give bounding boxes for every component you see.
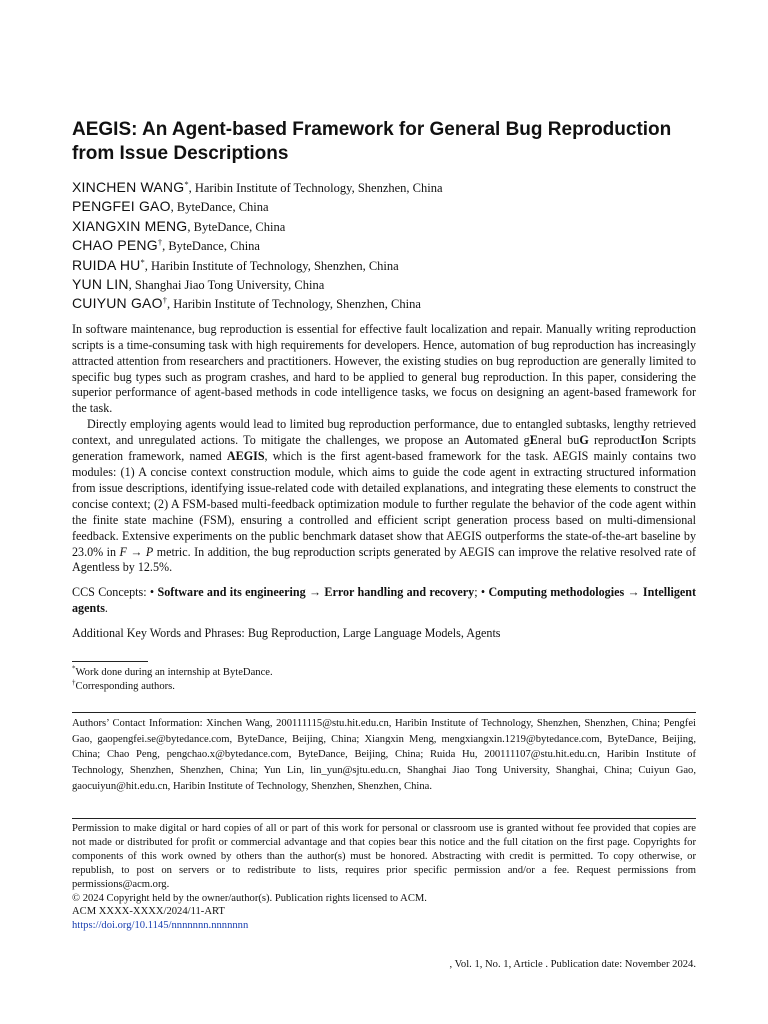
author-name: CUIYUN GAO bbox=[72, 295, 163, 312]
footnote-mark: † bbox=[72, 678, 76, 687]
contact-rule bbox=[72, 712, 696, 713]
author-line bbox=[72, 236, 696, 255]
author-name: PENGFEI GAO bbox=[72, 198, 171, 215]
ccs-concepts bbox=[72, 585, 696, 617]
footnote-text: Corresponding authors. bbox=[75, 681, 175, 693]
author-affiliation: , ByteDance, China bbox=[170, 200, 269, 215]
doi-link[interactable]: https://doi.org/10.1145/nnnnnnn.nnnnnnn bbox=[72, 920, 249, 932]
abstract-paragraph-2 bbox=[72, 417, 696, 576]
ccs-end: . bbox=[104, 601, 108, 616]
acronym-letter: S bbox=[662, 433, 670, 448]
author-name: CHAO PENG bbox=[72, 237, 158, 254]
author-affiliation: , Haribin Institute of Technology, Shenzhen, China bbox=[188, 181, 443, 195]
abstract-text: reproduct bbox=[588, 433, 641, 448]
footnote-text: Work done during an internship at ByteDance. bbox=[75, 667, 273, 678]
copyright-line: © 2024 Copyright held by the owner/author(s). Publication rights licensed to ACM. bbox=[72, 892, 427, 904]
acronym-letter: E bbox=[529, 433, 538, 448]
ccs-arrow: → bbox=[305, 585, 325, 600]
author-line bbox=[72, 217, 696, 236]
author-contact-info: Authors’ Contact Information: Xinchen Wang, 200111115@stu.hit.edu.cn, Haribin Institute of Technology, Shenzhen, Shenzhen, China; Pengfei Gao, gaopengfei.se@bytedance.com, ByteDance, Beijing, China; Xiangxin Meng, mengxiangxin.1219@bytedance.com, ByteDance, Beijing, China; Chao Peng, pengchao.x@bytedance.com, ByteDance, Beijing, China; Ruida Hu, 200111107@stu.hit.edu.cn, Haribin Institute of Technology, Shenzhen, Shenzhen, China; Yun Lin, lin_yun@sjtu.edu.cn, Shanghai Jiao Tong University, Shanghai, China; Cuiyun Gao, gaocuiyun@hit.edu.cn, Haribin Institute of Technology, Shenzhen, Shenzhen, China. bbox=[72, 718, 696, 792]
author-line bbox=[72, 256, 696, 275]
author-line bbox=[72, 178, 696, 197]
ccs-arrow: → bbox=[624, 585, 643, 600]
permission-notice: Permission to make digital or hard copies of all or part of this work for personal or classroom use is granted without fee provided that copies are not made or distributed for profit or commercial advantage and that copies bear this notice and the full citation on the first page. Copyrights for components of this work owned by others than the author(s) must be honored. Abstracting with credit is permitted. To copy otherwise, or republish, to post on servers or to redistribute to lists, requires prior specific permission and/or a fee. Request permissions from permissions@acm.org. bbox=[72, 823, 696, 890]
author-line bbox=[72, 197, 696, 216]
author-name: XINCHEN WANG bbox=[72, 179, 185, 195]
ccs-separator: ; • bbox=[474, 585, 489, 600]
author-affiliation: , Shanghai Jiao Tong University, China bbox=[128, 278, 325, 293]
running-footer: , Vol. 1, No. 1, Article . Publication date: November 2024. bbox=[449, 959, 696, 970]
footnotes bbox=[72, 666, 696, 694]
author-mark: * bbox=[184, 178, 189, 189]
footnote-rule bbox=[72, 661, 148, 662]
abstract-text: cripts generation framework, named bbox=[72, 433, 696, 464]
acronym-letter: A bbox=[464, 433, 474, 448]
metric-symbol: F bbox=[119, 544, 127, 559]
abstract bbox=[72, 322, 696, 577]
abstract-text: on bbox=[645, 433, 663, 448]
abstract-text: Directly employing agents would lead to limited bug reproduction performance, due to entangled subtasks, lengthy retrieved context, and unregulated actions. To mitigate the challenges, we propose an bbox=[72, 417, 696, 448]
ccs-label: CCS Concepts: • bbox=[72, 585, 158, 600]
author-affiliation: , Haribin Institute of Technology, Shenzhen, China bbox=[144, 258, 399, 273]
author-affiliation: , Haribin Institute of Technology, Shenzhen, China bbox=[166, 297, 421, 312]
acronym-letter: G bbox=[579, 433, 589, 448]
metric-arrow: → bbox=[126, 544, 146, 559]
author-mark: † bbox=[162, 295, 167, 306]
paper-title: AEGIS: An Agent-based Framework for General Bug Reproduction from Issue Descriptions bbox=[72, 119, 672, 164]
author-affiliation: , ByteDance, China bbox=[162, 239, 260, 254]
author-mark: † bbox=[157, 237, 163, 248]
footnote-mark: * bbox=[72, 664, 76, 673]
ccs-term: Computing methodologies bbox=[488, 585, 625, 600]
author-affiliation: , ByteDance, China bbox=[187, 219, 286, 234]
ccs-term: Intelligent agents bbox=[72, 585, 696, 616]
footnote bbox=[72, 680, 696, 694]
footnote bbox=[72, 666, 696, 680]
permission-block bbox=[72, 822, 696, 933]
ccs-term: Software and its engineering bbox=[157, 585, 306, 600]
metric-symbol: P bbox=[145, 544, 154, 559]
acronym-letter: I bbox=[640, 433, 646, 448]
abstract-paragraph-1: In software maintenance, bug reproduction is essential for effective fault localization and repair. Manually writing reproduction scripts is a time-consuming task with high requirements for developers. Hence, automation of bug reproduction has increasingly attracted attention from researchers and practitioners. However, the existing studies on bug reproduction are generally limited to specific bug types such as program crashes, and hard to be applied to general bug reproduction. In this paper, considering the superior performance of agent-based methods in code intelligence tasks, we focus on designing an agent-based framework for the task. bbox=[72, 321, 696, 416]
author-name: XIANGXIN MENG bbox=[72, 217, 188, 234]
abstract-text: , which is the first agent-based framework for the task. AEGIS mainly contains two modules: (1) A concise context construction module, which aims to guide the code agent in extracting structured information from issue descriptions, identifying issue-related code with detailed explanations, and integrating these elements to construct the concise context; (2) A FSM-based multi-feedback optimization module to further regulate the behavior of the code agent within the finite state machine (FSM), ensuring a controlled and efficient script generation process based on multi-dimensional feedback. Extensive experiments on the public benchmark dataset show that AEGIS outperforms the state-of-the-art baseline by 23.0% in bbox=[72, 449, 696, 559]
abstract-text: utomated g bbox=[473, 433, 530, 448]
paper-first-page bbox=[72, 118, 696, 642]
keywords: Additional Key Words and Phrases: Bug Reproduction, Large Language Models, Agents bbox=[72, 626, 501, 641]
author-line bbox=[72, 294, 696, 313]
author-name: RUIDA HU bbox=[72, 256, 141, 273]
permission-rule bbox=[72, 818, 696, 819]
acm-id: ACM XXXX-XXXX/2024/11-ART bbox=[72, 906, 225, 918]
author-list bbox=[72, 178, 696, 314]
ccs-term: Error handling and recovery bbox=[324, 585, 475, 600]
author-name: YUN LIN bbox=[72, 276, 129, 293]
author-line bbox=[72, 275, 696, 294]
abstract-text: neral bu bbox=[537, 433, 580, 448]
author-mark: * bbox=[140, 256, 145, 267]
framework-name: AEGIS bbox=[226, 449, 265, 464]
abstract-text: metric. In addition, the bug reproduction scripts generated by AEGIS can improve the relative resolved rate of Agentless by 12.5%. bbox=[72, 544, 696, 575]
